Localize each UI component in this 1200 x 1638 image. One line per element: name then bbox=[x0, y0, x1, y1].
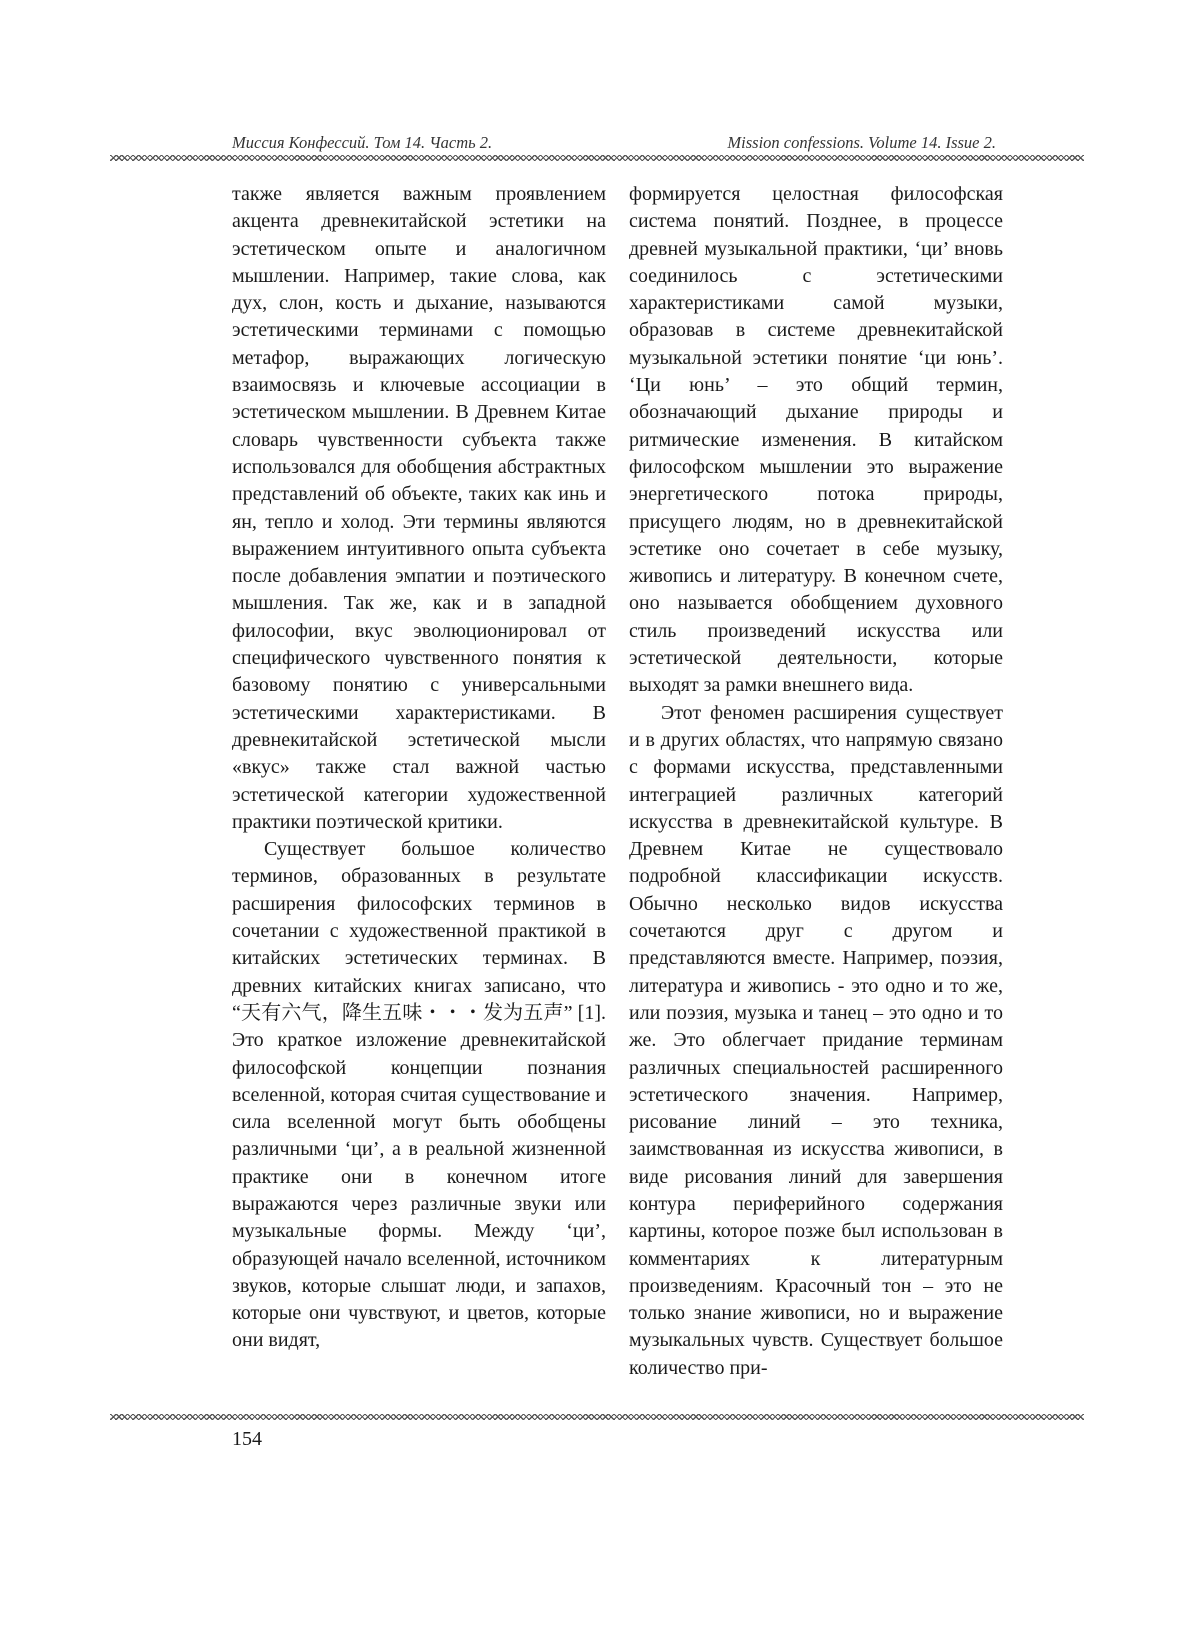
left-column bbox=[232, 181, 606, 1355]
right-column bbox=[629, 181, 1003, 1382]
journal-title-ru: Миссия Конфессий. Том 14. Часть 2. bbox=[232, 133, 493, 152]
paragraph-continued: также является важным проявлением акцента древнекитайской эстетики на эстетическом опыте и аналогичном мышлении. Например, такие слова, как дух, слон, кость и дыхание, называются эстетическими терминами с помощью метафор, выражающих логическую взаимосвязь и ключевые ассоциации в эстетическом мышлении. В Древнем Китае словарь чувственности субъекта также использовался для обобщения абстрактных представлений об объекте, таких как инь и ян, тепло и холод. Эти термины являются выражением интуитивного опыта субъекта после добавления эмпатии и поэтического мышления. Так же, как и в западной философии, вкус эволюционировал от специфического чувственного понятия к базовому понятию с универсальными эстетическими характеристиками. В древнекитайской эстетической мысли «вкус» также стал важной частью эстетической категории художественной практики поэтической критики. bbox=[232, 183, 606, 833]
header-ornament-divider bbox=[110, 155, 1084, 161]
paragraph: Существует большое количество терминов, образованных в результате расширения философских терминов в сочетании с художественной практикой в китайских эстетических терминах. В древних китайских книгах записано, что “天有六气，降生五味・・・发为五声” [1]. Это краткое изложение древнекитайской философской концепции познания вселенной, которая считая существование и сила вселенной могут быть обобщены различными ‘ци’, а в реальной жизненной практике они в конечном итоге выражаются через различные звуки или музыкальные формы. Между ‘ци’, образующей начало вселенной, источником звуков, которые слышат люди, и запахов, которые они чувствуют, и цветов, которые они видят, bbox=[232, 838, 606, 1352]
page-number: 154 bbox=[232, 1428, 262, 1450]
running-header bbox=[232, 133, 996, 153]
footer-ornament-divider bbox=[110, 1414, 1084, 1420]
paragraph: Этот феномен расширения существует и в других областях, что напрямую связано с формами искусства, представленными интеграцией различных категорий искусства в древнекитайской культуре. В Древнем Китае не существовало подробной классификации искусств. Обычно несколько видов искусства сочетаются друг с другом и представляются вместе. Например, поэзия, литература и живопись - это одно и то же, или поэзия, музыка и танец – это одно и то же. Это облегчает придание терминам различных специальностей расширенного эстетического значения. Например, рисование линий – это техника, заимствованная из искусства живописи, в виде рисования линий для завершения контура периферийного содержания картины, которое позже был использован в комментариях к литературным произведениям. Красочный тон – это не только знание живописи, но и выражение музыкальных чувств. Существует большое количество при- bbox=[629, 701, 1003, 1379]
paragraph-continued: формируется целостная философская система понятий. Позднее, в процессе древней музыкальной практики, ‘ци’ вновь соединилось с эстетическими характеристиками самой музыки, образовав в системе древнекитайской музыкальной эстетики понятие ‘ци юнь’. ‘Ци юнь’ – это общий термин, обозначающий дыхание природы и ритмические изменения. В китайском философском мышлении это выражение энергетического потока природы, присущего людям, но в древнекитайской эстетике оно сочетает в себе музыку, живопись и литературу. В конечном счете, оно называется обобщением духовного стиль произведений искусства или эстетической деятельности, которые выходят за рамки внешнего вида. bbox=[629, 183, 1003, 697]
journal-title-en: Mission confessions. Volume 14. Issue 2. bbox=[727, 133, 996, 152]
